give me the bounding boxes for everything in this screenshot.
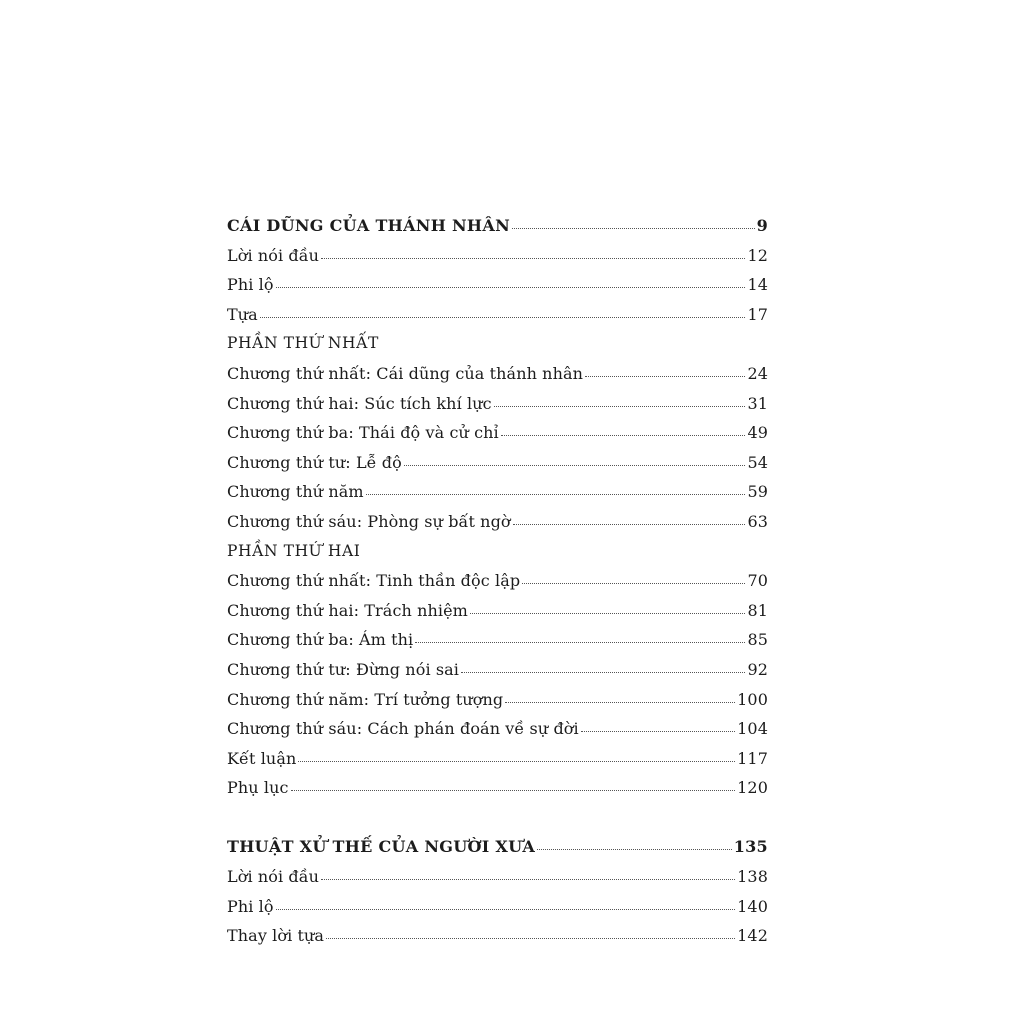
dot-leader bbox=[522, 583, 745, 584]
toc-label: Chương thứ năm: Trí tưởng tượng bbox=[227, 689, 504, 709]
dot-leader bbox=[505, 702, 735, 703]
toc-label: Chương thứ ba: Ám thị bbox=[227, 630, 414, 650]
toc-label: Phi lộ bbox=[227, 275, 274, 295]
toc-label: Lời nói đầu bbox=[227, 245, 320, 265]
dot-leader bbox=[298, 761, 735, 762]
toc-label: Lời nói đầu bbox=[227, 867, 320, 887]
toc-entry bbox=[227, 625, 768, 655]
toc-page-number: 140 bbox=[737, 896, 768, 916]
toc-page-number: 120 bbox=[737, 778, 768, 798]
toc-entry bbox=[227, 507, 768, 537]
dot-leader bbox=[415, 642, 745, 643]
toc-page-number: 9 bbox=[756, 216, 768, 235]
toc-label: Kết luận bbox=[227, 748, 297, 768]
toc-entry bbox=[227, 359, 768, 389]
dot-leader bbox=[513, 524, 746, 525]
toc-label: Chương thứ sáu: Cách phán đoán về sự đời bbox=[227, 719, 579, 739]
dot-leader bbox=[537, 849, 732, 850]
toc-page-number: 117 bbox=[737, 748, 768, 768]
toc-entry bbox=[227, 744, 768, 774]
toc-part-heading bbox=[227, 537, 768, 567]
toc-entry bbox=[227, 389, 768, 419]
dot-leader bbox=[494, 406, 746, 407]
toc-entry bbox=[227, 566, 768, 596]
toc-entry bbox=[227, 448, 768, 478]
toc-page-number: 17 bbox=[747, 304, 768, 324]
dot-leader bbox=[512, 228, 755, 229]
toc-label: Chương thứ hai: Trách nhiệm bbox=[227, 600, 468, 620]
dot-leader bbox=[470, 613, 745, 614]
dot-leader bbox=[321, 879, 735, 880]
toc-page-number: 100 bbox=[737, 689, 768, 709]
toc-label: Chương thứ nhất: Tinh thần độc lập bbox=[227, 571, 521, 591]
toc-page-number: 49 bbox=[747, 423, 768, 443]
toc-page-number: 63 bbox=[747, 511, 768, 531]
toc-label: Chương thứ ba: Thái độ và cử chỉ bbox=[227, 423, 499, 443]
dot-leader bbox=[585, 376, 745, 377]
toc-label: CÁI DŨNG CỦA THÁNH NHÂN bbox=[227, 216, 510, 235]
toc-page-number: 81 bbox=[747, 600, 768, 620]
toc-page-number: 92 bbox=[747, 659, 768, 679]
dot-leader bbox=[501, 435, 746, 436]
toc-label: Chương thứ sáu: Phòng sự bất ngờ bbox=[227, 511, 511, 531]
toc-page-number: 59 bbox=[747, 482, 768, 502]
dot-leader bbox=[366, 494, 746, 495]
toc-entry bbox=[227, 685, 768, 715]
toc-label: Tựa bbox=[227, 304, 258, 324]
dot-leader bbox=[404, 465, 746, 466]
toc-entry bbox=[227, 477, 768, 507]
table-of-contents bbox=[227, 211, 768, 951]
dot-leader bbox=[260, 317, 746, 318]
toc-page-number: 12 bbox=[747, 245, 768, 265]
toc-entry bbox=[227, 714, 768, 744]
toc-entry bbox=[227, 862, 768, 892]
toc-entry bbox=[227, 773, 768, 803]
toc-entry bbox=[227, 892, 768, 922]
toc-section-title bbox=[227, 211, 768, 241]
toc-label: Chương thứ nhất: Cái dũng của thánh nhân bbox=[227, 363, 584, 383]
dot-leader bbox=[291, 790, 736, 791]
toc-label: Chương thứ tư: Lễ độ bbox=[227, 452, 402, 472]
dot-leader bbox=[461, 672, 745, 673]
dot-leader bbox=[321, 258, 745, 259]
toc-part-heading bbox=[227, 329, 768, 359]
toc-section-title bbox=[227, 832, 768, 862]
dot-leader bbox=[581, 731, 735, 732]
dot-leader bbox=[276, 909, 736, 910]
section-gap bbox=[227, 803, 768, 833]
toc-page-number: 85 bbox=[747, 630, 768, 650]
toc-label: Thay lời tựa bbox=[227, 926, 325, 946]
toc-entry bbox=[227, 300, 768, 330]
toc-entry bbox=[227, 921, 768, 951]
toc-label: Phi lộ bbox=[227, 896, 274, 916]
toc-page-number: 24 bbox=[747, 363, 768, 383]
toc-label: Chương thứ tư: Đừng nói sai bbox=[227, 659, 460, 679]
toc-page-number: 135 bbox=[733, 837, 768, 857]
toc-page-number: 70 bbox=[747, 571, 768, 591]
dot-leader bbox=[326, 938, 735, 939]
toc-label: Chương thứ hai: Súc tích khí lực bbox=[227, 393, 492, 413]
toc-label: PHẦN THỨ NHẤT bbox=[227, 334, 379, 353]
toc-page-number: 138 bbox=[737, 867, 768, 887]
toc-entry bbox=[227, 418, 768, 448]
toc-entry bbox=[227, 270, 768, 300]
toc-page-number: 104 bbox=[737, 719, 768, 739]
toc-label: Chương thứ năm bbox=[227, 482, 364, 502]
toc-page-number: 54 bbox=[747, 452, 768, 472]
toc-label: THUẬT XỬ THẾ CỦA NGƯỜI XƯA bbox=[227, 837, 536, 857]
toc-entry bbox=[227, 596, 768, 626]
dot-leader bbox=[276, 287, 746, 288]
toc-entry bbox=[227, 241, 768, 271]
toc-page-number: 14 bbox=[747, 275, 768, 295]
toc-page-number: 31 bbox=[747, 393, 768, 413]
toc-entry bbox=[227, 655, 768, 685]
toc-label: PHẦN THỨ HAI bbox=[227, 541, 361, 560]
toc-label: Phụ lục bbox=[227, 778, 289, 798]
toc-page-number: 142 bbox=[737, 926, 768, 946]
